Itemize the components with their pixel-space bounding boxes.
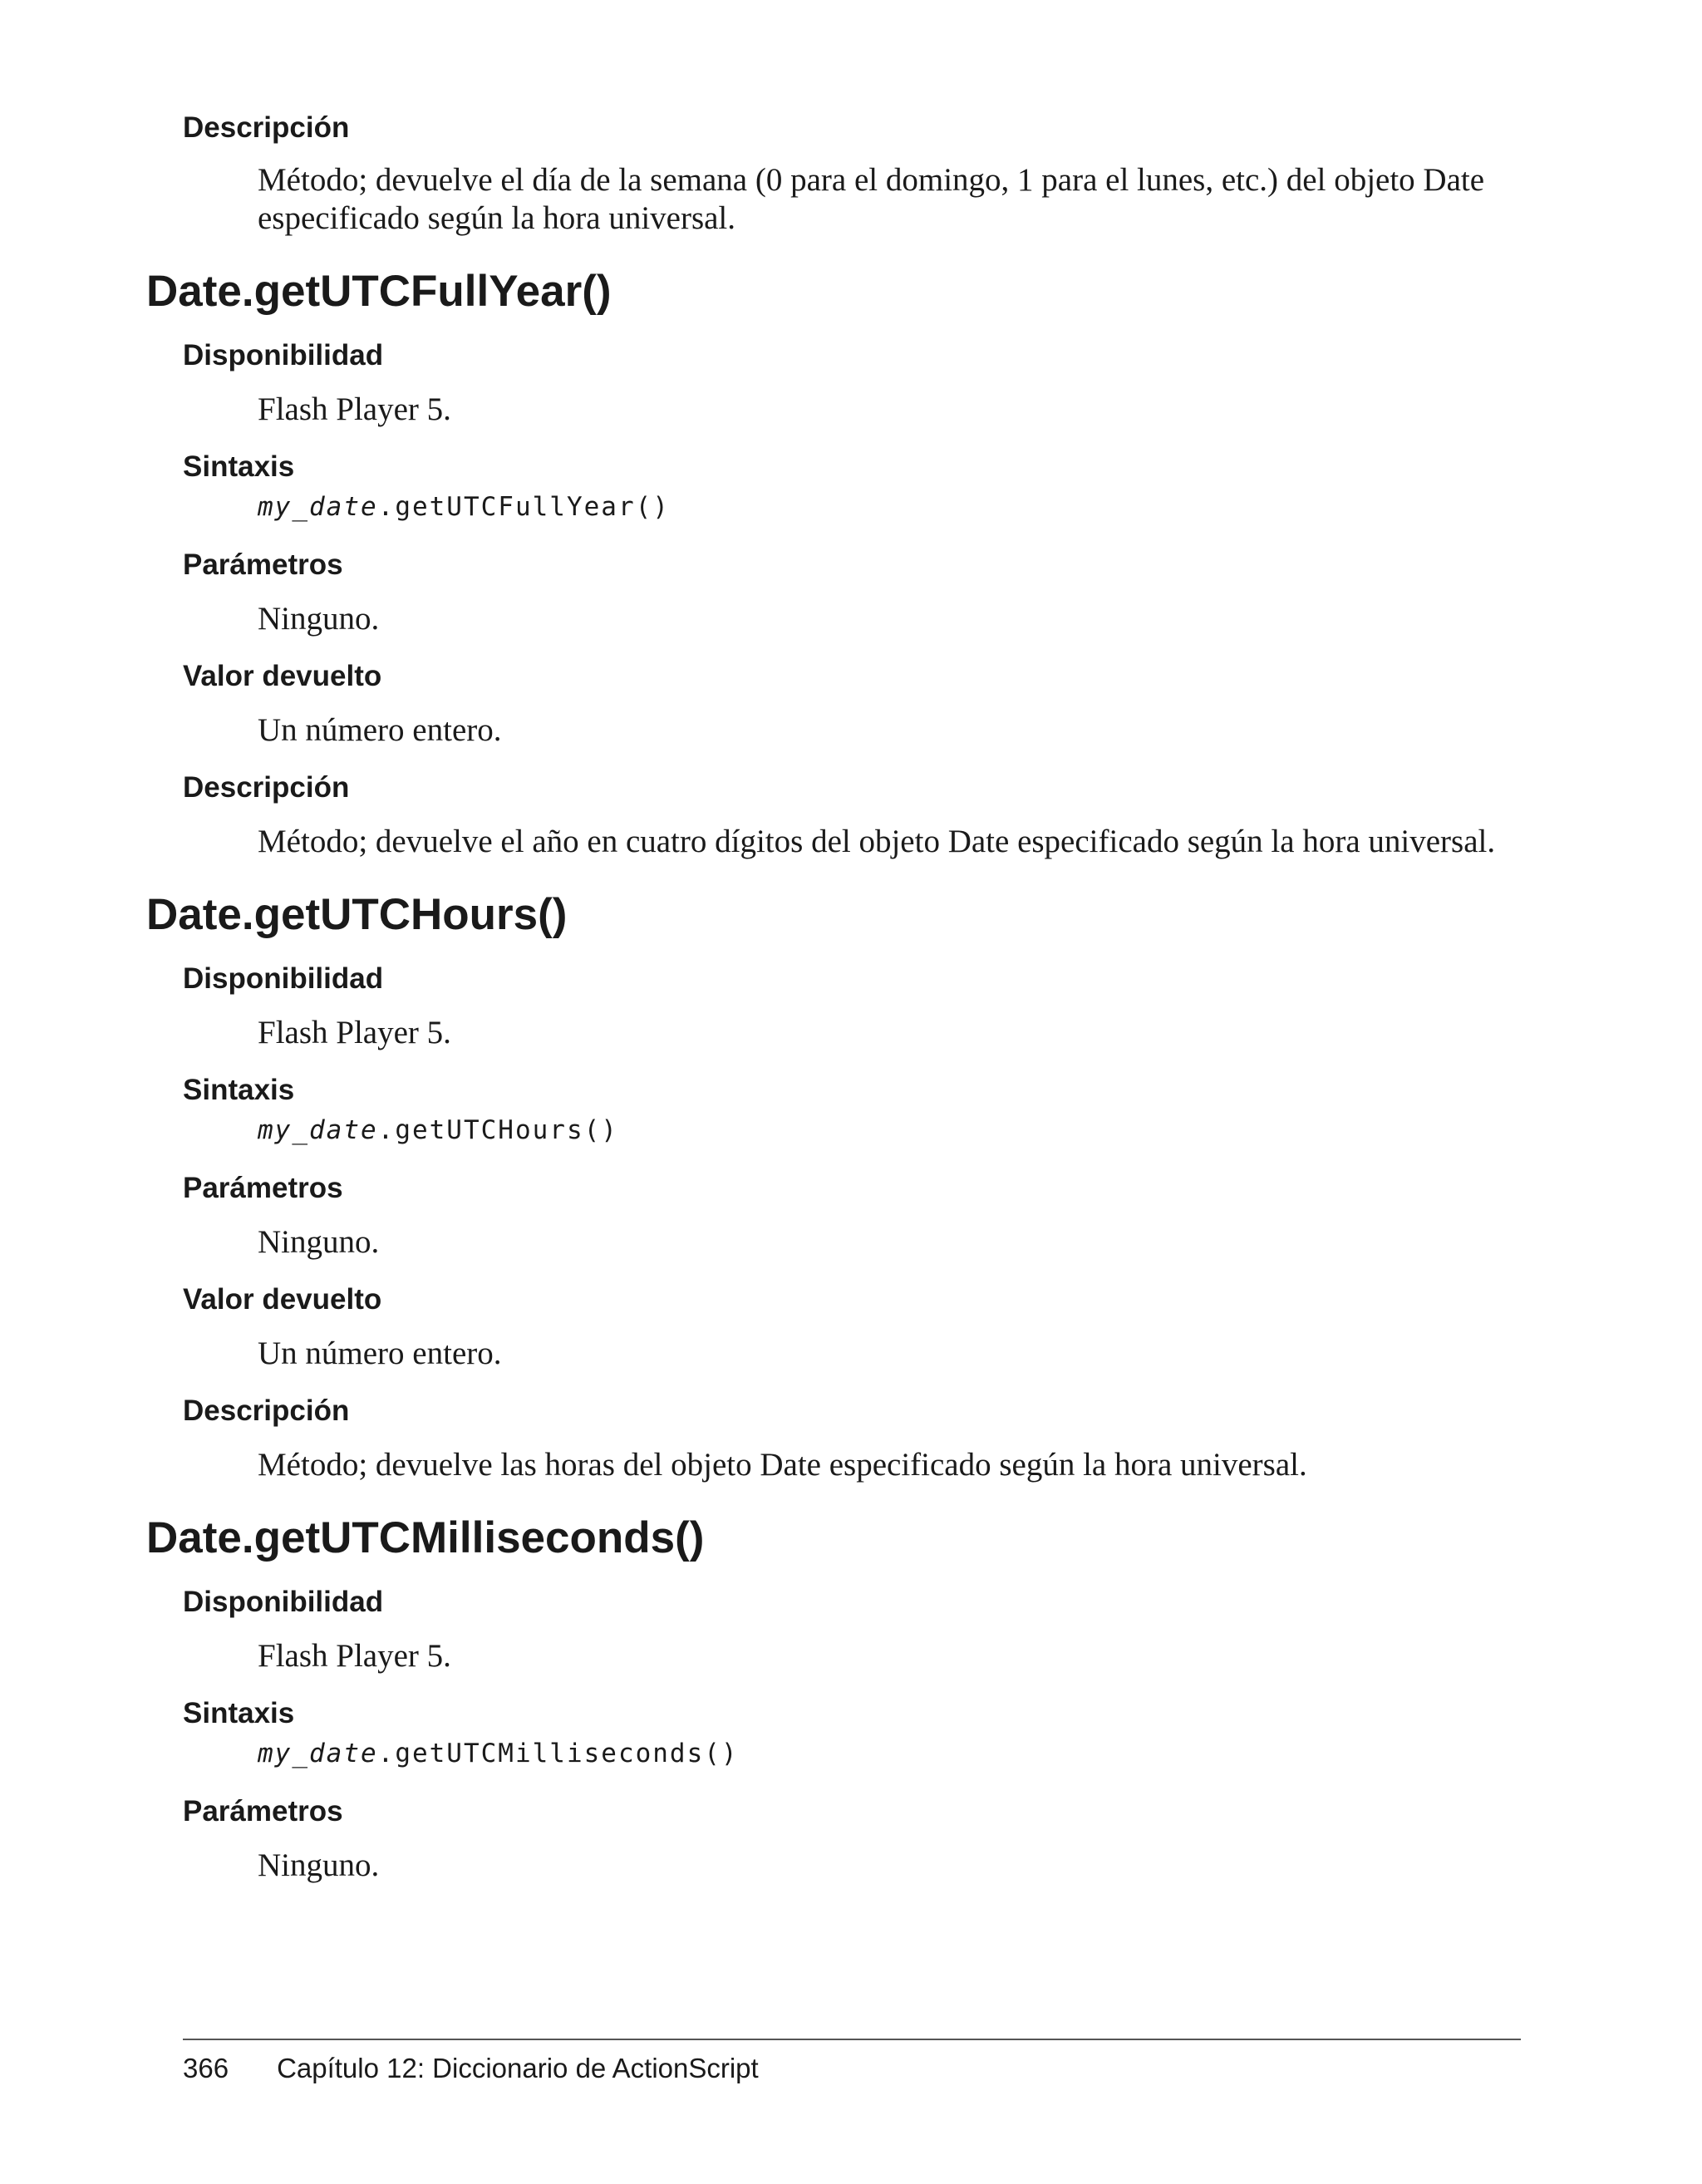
syntax-heading: Sintaxis: [183, 1697, 295, 1729]
syntax-variable: my_date: [258, 1739, 378, 1768]
syntax-heading: Sintaxis: [183, 450, 295, 483]
availability-text: Flash Player 5.: [258, 391, 451, 427]
syntax-method: .getUTCMilliseconds(): [377, 1739, 739, 1768]
return-value-heading: Valor devuelto: [183, 1283, 382, 1316]
description-text: Método; devuelve las horas del objeto Date especificado según la hora universal.: [258, 1447, 1307, 1483]
syntax-variable: my_date: [258, 1115, 378, 1145]
chapter-title: Capítulo 12: Diccionario de ActionScript: [277, 2053, 759, 2083]
entry-title-getutcmilliseconds: Date.getUTCMilliseconds(): [146, 1513, 705, 1562]
syntax-variable: my_date: [258, 492, 378, 522]
entry-title-getutcfullyear: Date.getUTCFullYear(): [146, 267, 612, 316]
description-heading: Descripción: [183, 771, 350, 804]
syntax-heading: Sintaxis: [183, 1074, 295, 1106]
page-footer: [183, 2053, 759, 2084]
syntax-code: [258, 1114, 1521, 1147]
return-value-text: Un número entero.: [258, 1335, 502, 1371]
parameters-text: Ninguno.: [258, 601, 380, 637]
parameters-heading: Parámetros: [183, 1172, 343, 1204]
syntax-method: .getUTCHours(): [377, 1115, 618, 1145]
availability-text: Flash Player 5.: [258, 1015, 451, 1050]
description-text: Método; devuelve el día de la semana (0 para el domingo, 1 para el lunes, etc.) del objeto Date especificado según la hora universal.: [258, 162, 1485, 236]
syntax-code: [258, 1737, 1521, 1770]
page-content: [146, 108, 1521, 1903]
availability-heading: Disponibilidad: [183, 962, 384, 995]
availability-heading: Disponibilidad: [183, 339, 384, 371]
page-number: 366: [183, 2053, 229, 2083]
return-value-text: Un número entero.: [258, 712, 502, 748]
syntax-method: .getUTCFullYear(): [377, 492, 670, 522]
description-heading: Descripción: [183, 111, 350, 144]
parameters-text: Ninguno.: [258, 1224, 380, 1260]
footer-divider: [183, 2039, 1521, 2040]
description-text: Método; devuelve el año en cuatro dígitos del objeto Date especificado según la hora universal.: [258, 824, 1496, 859]
availability-text: Flash Player 5.: [258, 1638, 451, 1674]
availability-heading: Disponibilidad: [183, 1586, 384, 1618]
parameters-heading: Parámetros: [183, 1795, 343, 1827]
entry-title-getutchours: Date.getUTCHours(): [146, 890, 568, 939]
syntax-code: [258, 490, 1521, 524]
parameters-text: Ninguno.: [258, 1847, 380, 1883]
parameters-heading: Parámetros: [183, 548, 343, 581]
description-heading: Descripción: [183, 1395, 350, 1427]
return-value-heading: Valor devuelto: [183, 660, 382, 692]
